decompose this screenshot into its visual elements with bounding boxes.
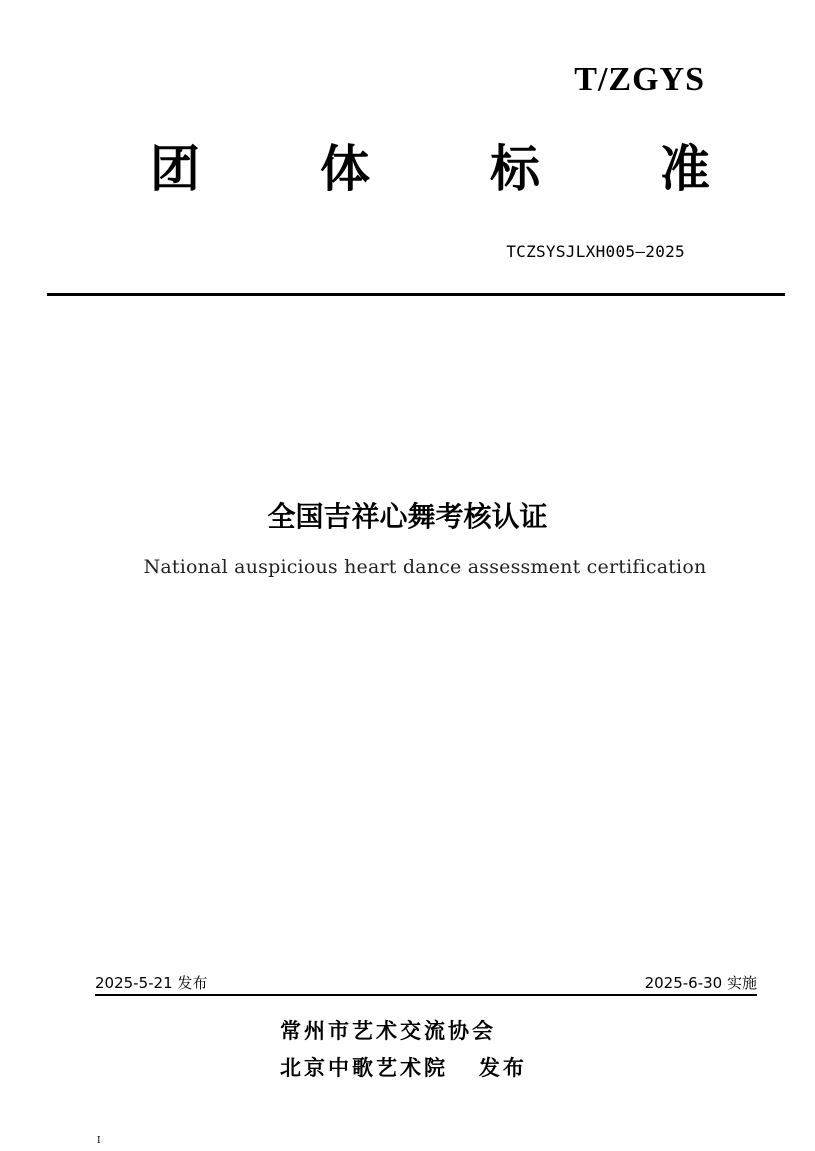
- effective-date: 2025-6-30 实施: [644, 974, 757, 992]
- publisher-line-1: 常州市艺术交流协会: [280, 1019, 496, 1043]
- standard-type-char-3: 标: [490, 140, 540, 198]
- publish-date: 2025-5-21 发布: [95, 974, 208, 992]
- document-title: 全国吉祥心舞考核认证: [267, 500, 548, 533]
- page-number: I: [97, 1136, 101, 1146]
- publisher-line-2: 北京中歌艺术院 发布: [280, 1056, 527, 1080]
- document-english-title: National auspicious heart dance assessment certification: [143, 556, 707, 578]
- standard-type-char-4: 准: [660, 140, 710, 198]
- bottom-divider: [95, 994, 757, 996]
- standard-type-char-2: 体: [320, 140, 370, 198]
- top-divider: [47, 293, 785, 296]
- standard-number: TCZSYSJLXH005—2025: [506, 242, 685, 261]
- standard-code: T/ZGYS: [574, 61, 705, 98]
- standard-type-char-1: 团: [150, 140, 200, 198]
- standard-type-title: [150, 134, 710, 204]
